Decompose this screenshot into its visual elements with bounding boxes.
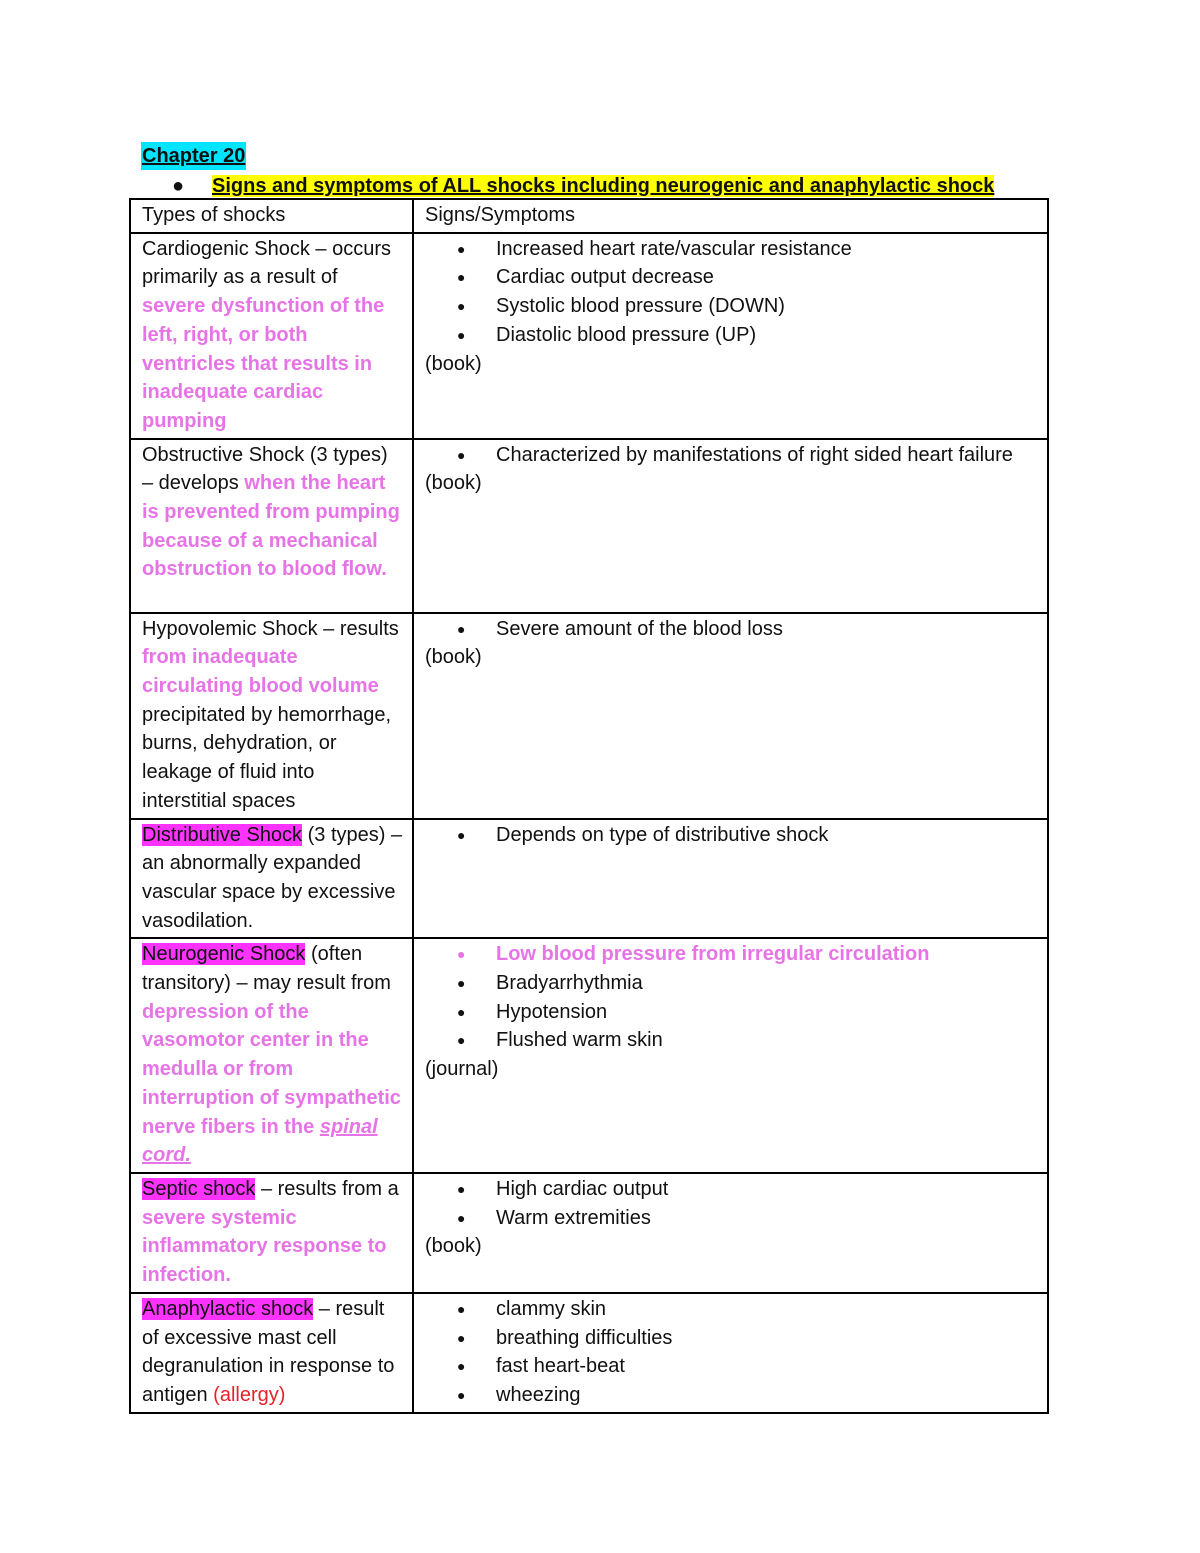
source-note: (book) — [425, 472, 482, 495]
signs-list — [425, 1175, 1039, 1232]
list-item: ● Hypotension — [425, 998, 1039, 1027]
signs-list — [425, 940, 1039, 1055]
shock-highlight: severe dysfunction of the left, right, or both ventricles that results in inadequate cardiac pumping — [142, 295, 385, 432]
shock-highlight: when the heart is prevented from pumping because of a mechanical obstruction to blood flow. — [142, 472, 400, 581]
list-item: ● Depends on type of distributive shock — [425, 821, 1039, 850]
signs-cell — [413, 439, 1048, 613]
signs-cell — [413, 1173, 1048, 1293]
list-item: ● Bradyarrhythmia — [425, 969, 1039, 998]
table-header-row — [130, 199, 1048, 233]
shock-description: – result of excessive mast cell degranulation in response to antigen — [142, 1297, 395, 1406]
shock-description: – occurs primarily as a result of — [142, 237, 392, 289]
list-item: ● Increased heart rate/vascular resistance — [425, 235, 1039, 264]
shock-name: Obstructive Shock — [142, 443, 305, 466]
allergy-note: (allergy) — [213, 1383, 286, 1406]
table-row — [130, 613, 1048, 819]
table-row — [130, 233, 1048, 439]
list-item: ● Cardiac output decrease — [425, 263, 1039, 292]
table-row — [130, 1173, 1048, 1293]
shock-name: Hypovolemic Shock — [142, 617, 318, 640]
shock-description: (often transitory) – may result from — [142, 943, 391, 995]
shock-name: Neurogenic Shock — [142, 943, 306, 966]
table-row — [130, 819, 1048, 939]
list-item: ● Low blood pressure from irregular circulation — [425, 940, 1039, 969]
list-item: ● Diastolic blood pressure (UP) — [425, 321, 1039, 350]
table-row — [130, 1293, 1048, 1413]
signs-list — [425, 615, 1039, 644]
shocks-table — [129, 198, 1049, 1414]
header-types: Types of shocks — [130, 199, 413, 233]
shock-description: (3 types) – an abnormally expanded vascular space by excessive vasodilation. — [142, 823, 403, 932]
source-note: (journal) — [425, 1058, 499, 1081]
signs-cell — [413, 819, 1048, 939]
signs-list — [425, 235, 1039, 350]
list-item: ● fast heart-beat — [425, 1352, 1039, 1381]
shock-description-tail: precipitated by hemorrhage, burns, dehydration, or leakage of fluid into interstitial spaces — [142, 703, 392, 812]
source-note: (book) — [425, 352, 482, 375]
signs-cell — [413, 938, 1048, 1173]
shock-name: Anaphylactic shock — [142, 1297, 314, 1320]
table-row — [130, 938, 1048, 1173]
shock-type-cell — [130, 439, 413, 613]
shock-name: Cardiogenic Shock — [142, 237, 310, 260]
signs-list — [425, 1295, 1039, 1410]
table-row — [130, 439, 1048, 613]
shock-highlight: depression of the vasomotor center in the medulla or from interruption of sympathetic nerve fibers in the — [142, 1000, 401, 1138]
topic-text: Signs and symptoms of ALL shocks including neurogenic and anaphylactic shock — [212, 175, 995, 197]
list-item: ● Characterized by manifestations of right sided heart failure — [425, 441, 1039, 470]
list-item: ● High cardiac output — [425, 1175, 1039, 1204]
shock-type-cell — [130, 613, 413, 819]
shock-type-cell — [130, 1173, 413, 1293]
list-item: ● Warm extremities — [425, 1204, 1039, 1233]
shock-type-cell — [130, 938, 413, 1173]
source-note: (book) — [425, 1235, 482, 1258]
list-item: ● wheezing — [425, 1381, 1039, 1410]
shock-description: (3 types) – develops — [142, 443, 388, 495]
list-item: ● Systolic blood pressure (DOWN) — [425, 292, 1039, 321]
list-item: ● clammy skin — [425, 1295, 1039, 1324]
spinal-cord-link[interactable]: spinal cord. — [142, 1115, 378, 1167]
shock-name: Septic shock — [142, 1177, 256, 1200]
shock-description: – results — [317, 617, 399, 640]
shock-name: Distributive Shock — [142, 823, 303, 846]
topic-bullet — [172, 172, 994, 200]
shock-highlight: severe systemic inflammatory response to infection. — [142, 1206, 387, 1287]
source-note: (book) — [425, 646, 482, 669]
list-item: ● breathing difficulties — [425, 1324, 1039, 1353]
list-item: ● Severe amount of the blood loss — [425, 615, 1039, 644]
signs-list — [425, 441, 1039, 470]
shock-type-cell — [130, 819, 413, 939]
bullet-icon: ● — [172, 175, 185, 197]
shock-type-cell — [130, 233, 413, 439]
shock-highlight: from inadequate circulating blood volume — [142, 646, 379, 698]
signs-cell — [413, 613, 1048, 819]
shock-description: – results from a — [255, 1177, 399, 1200]
shock-type-cell — [130, 1293, 413, 1413]
list-item: ● Flushed warm skin — [425, 1026, 1039, 1055]
signs-cell — [413, 1293, 1048, 1413]
header-signs: Signs/Symptoms — [413, 199, 1048, 233]
chapter-heading: Chapter 20 — [141, 142, 246, 170]
signs-cell — [413, 233, 1048, 439]
signs-list — [425, 821, 1039, 850]
